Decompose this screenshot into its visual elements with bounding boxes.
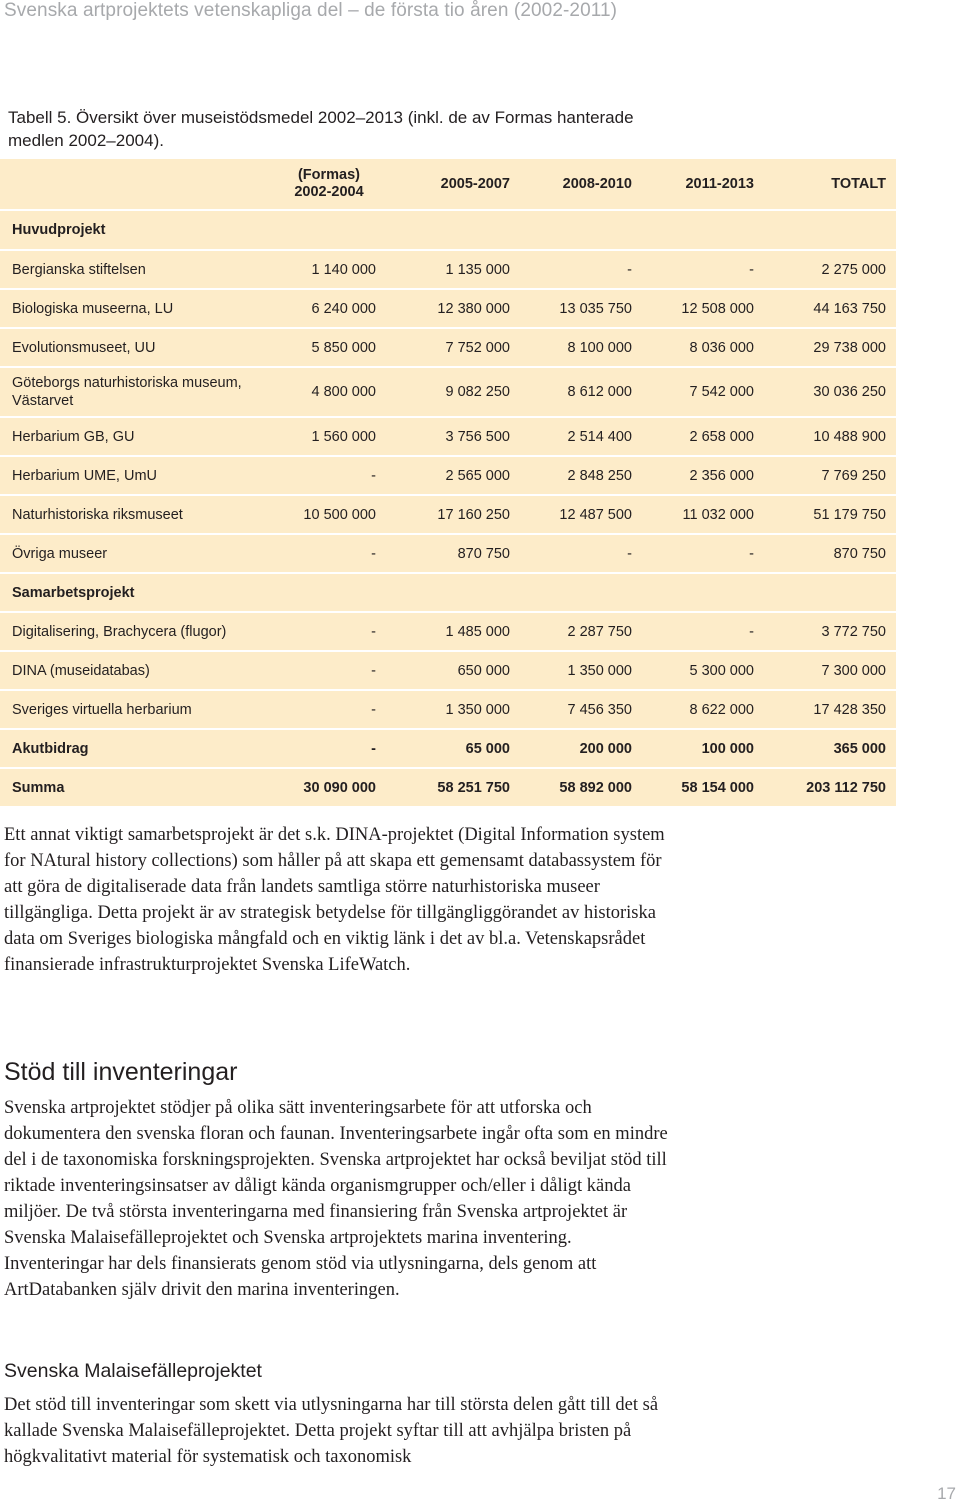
- section-row-main: [0, 210, 896, 250]
- subsection-heading: Svenska Malaisefälleprojektet: [4, 1360, 262, 1382]
- cell-value: -: [282, 690, 386, 729]
- cell-value: 870 750: [386, 534, 520, 573]
- cell-value: -: [282, 456, 386, 495]
- section-label: Huvudprojekt: [12, 222, 106, 238]
- header-formas-line1: (Formas): [297, 167, 361, 183]
- row-label: Herbarium GB, GU: [0, 417, 282, 456]
- cell-value: 11 032 000: [642, 495, 764, 534]
- cell-value: 4 800 000: [282, 367, 386, 417]
- cell-value: 2 565 000: [386, 456, 520, 495]
- table-row: [0, 250, 896, 289]
- cell-value: 30 090 000: [282, 768, 386, 806]
- table-row: [0, 367, 896, 417]
- running-header: Svenska artprojektets vetenskapliga del – de första tio åren (2002-2011): [4, 0, 618, 21]
- cell-value: 5 850 000: [282, 328, 386, 367]
- cell-value: 200 000: [520, 729, 642, 768]
- page-number: 17: [937, 1484, 956, 1503]
- cell-value: 3 756 500: [386, 417, 520, 456]
- row-label: DINA (museidatabas): [0, 651, 282, 690]
- cell-value: -: [282, 729, 386, 768]
- table-row: [0, 456, 896, 495]
- header-formas-line2: 2002-2004: [294, 184, 364, 200]
- cell-value: 8 622 000: [642, 690, 764, 729]
- cell-value: 2 658 000: [642, 417, 764, 456]
- cell-value: 9 082 250: [386, 367, 520, 417]
- row-label: Sveriges virtuella herbarium: [0, 690, 282, 729]
- header-total: TOTALT: [764, 159, 896, 210]
- cell-total: 7 300 000: [764, 651, 896, 690]
- table-caption: Tabell 5. Översikt över museistödsmedel 2002–2013 (inkl. de av Formas hanterade medlen 2002–2004).: [8, 108, 634, 150]
- section-row-collab: [0, 573, 896, 612]
- cell-value: 8 036 000: [642, 328, 764, 367]
- cell-value: 58 251 750: [386, 768, 520, 806]
- header-2005: 2005-2007: [386, 159, 520, 210]
- table-row: [0, 417, 896, 456]
- cell-total: 30 036 250: [764, 367, 896, 417]
- cell-value: -: [282, 534, 386, 573]
- cell-value: 12 508 000: [642, 289, 764, 328]
- cell-total: 7 769 250: [764, 456, 896, 495]
- cell-value: 100 000: [642, 729, 764, 768]
- cell-value: -: [642, 612, 764, 651]
- cell-total: 870 750: [764, 534, 896, 573]
- section-label: Samarbetsprojekt: [0, 573, 896, 612]
- cell-total: 10 488 900: [764, 417, 896, 456]
- table-row: [0, 328, 896, 367]
- funding-table: [0, 159, 896, 806]
- cell-value: 6 240 000: [282, 289, 386, 328]
- header-2011: 2011-2013: [642, 159, 764, 210]
- row-label: Digitalisering, Brachycera (flugor): [0, 612, 282, 651]
- cell-value: 2 287 750: [520, 612, 642, 651]
- table-row: [0, 651, 896, 690]
- cell-value: 65 000: [386, 729, 520, 768]
- row-label: Naturhistoriska riksmuseet: [0, 495, 282, 534]
- cell-total: 3 772 750: [764, 612, 896, 651]
- paragraph-dina: Ett annat viktigt samarbetsprojekt är det s.k. DINA-projektet (Digital Information system for NAtural history collections) som håller på att skapa ett gemensamt databassystem för att göra de digitaliserade data från landets samtliga större naturhistoriska museer tillgängliga. Detta projekt är av strategisk betydelse för tillgängliggörandet av historiska data om Sveriges biologiska mångfald och en viktig länk i det av bl.a. Vetenskapsrådet finansierade infrastrukturprojektet Svenska LifeWatch.: [4, 825, 665, 975]
- cell-value: 8 100 000: [520, 328, 642, 367]
- cell-total: 365 000: [764, 729, 896, 768]
- table-row: [0, 612, 896, 651]
- cell-value: -: [282, 651, 386, 690]
- table-header-row: [0, 159, 896, 210]
- table-row: [0, 289, 896, 328]
- cell-value: 1 485 000: [386, 612, 520, 651]
- table-row: [0, 729, 896, 768]
- cell-value: 58 892 000: [520, 768, 642, 806]
- row-label: Biologiska museerna, LU: [0, 289, 282, 328]
- table-row: [0, 768, 896, 806]
- cell-value: 650 000: [386, 651, 520, 690]
- header-2008: 2008-2010: [520, 159, 642, 210]
- cell-value: 1 135 000: [386, 250, 520, 289]
- cell-value: -: [520, 534, 642, 573]
- cell-value: 17 160 250: [386, 495, 520, 534]
- cell-total: 17 428 350: [764, 690, 896, 729]
- section-heading: Stöd till inventeringar: [4, 1058, 238, 1086]
- cell-value: -: [282, 612, 386, 651]
- cell-value: 13 035 750: [520, 289, 642, 328]
- cell-value: 12 487 500: [520, 495, 642, 534]
- cell-value: 1 350 000: [386, 690, 520, 729]
- header-empty: [0, 159, 282, 210]
- cell-total: 203 112 750: [764, 768, 896, 806]
- row-label: Bergianska stiftelsen: [0, 250, 282, 289]
- cell-value: 1 140 000: [282, 250, 386, 289]
- cell-value: -: [642, 250, 764, 289]
- paragraph-inventering: Svenska artprojektet stödjer på olika sätt inventeringsarbete för att utforska och dokumentera den svenska floran och faunan. Inventeringsarbete ingår ofta som en mindre del i de taxonomiska forskningsprojekten. Svenska artprojektet har också beviljat stöd till riktade inventeringsinsatser av dåligt kända organismgrupper och/eller i dåligt kända miljöer. De två största inventeringarna med finansiering från Svenska artprojektet är Svenska Malaisefälleprojektet och Svenska artprojektets marina inventering. Inventeringar har dels finansierats genom stöd via utlysningarna, dels genom att ArtDatabanken själv drivit den marina inventeringen.: [4, 1098, 668, 1300]
- table-row: [0, 690, 896, 729]
- row-label: Göteborgs naturhistoriska museum, Västarvet: [0, 367, 282, 417]
- cell-total: 2 275 000: [764, 250, 896, 289]
- cell-value: 7 456 350: [520, 690, 642, 729]
- row-label: Herbarium UME, UmU: [0, 456, 282, 495]
- cell-total: 51 179 750: [764, 495, 896, 534]
- paragraph-malaise: Det stöd till inventeringar som skett via utlysningarna har till största delen gått till det så kallade Svenska Malaisefälleprojektet. Detta projekt syftar till att avhjälpa bristen på högkvalitativt material för systematisk och taxonomisk: [4, 1395, 659, 1467]
- cell-value: 2 514 400: [520, 417, 642, 456]
- cell-total: 29 738 000: [764, 328, 896, 367]
- cell-value: -: [642, 534, 764, 573]
- cell-value: 1 350 000: [520, 651, 642, 690]
- cell-total: 44 163 750: [764, 289, 896, 328]
- cell-value: 7 542 000: [642, 367, 764, 417]
- table-row: [0, 495, 896, 534]
- cell-value: 8 612 000: [520, 367, 642, 417]
- cell-value: 7 752 000: [386, 328, 520, 367]
- cell-value: 1 560 000: [282, 417, 386, 456]
- cell-value: 2 356 000: [642, 456, 764, 495]
- row-label: Summa: [0, 768, 282, 806]
- row-label: Övriga museer: [0, 534, 282, 573]
- cell-value: 58 154 000: [642, 768, 764, 806]
- header-formas: [282, 159, 386, 210]
- row-label: Evolutionsmuseet, UU: [0, 328, 282, 367]
- cell-value: 12 380 000: [386, 289, 520, 328]
- cell-value: -: [520, 250, 642, 289]
- cell-value: 5 300 000: [642, 651, 764, 690]
- table-row: [0, 534, 896, 573]
- cell-value: 2 848 250: [520, 456, 642, 495]
- row-label: Akutbidrag: [0, 729, 282, 768]
- cell-value: 10 500 000: [282, 495, 386, 534]
